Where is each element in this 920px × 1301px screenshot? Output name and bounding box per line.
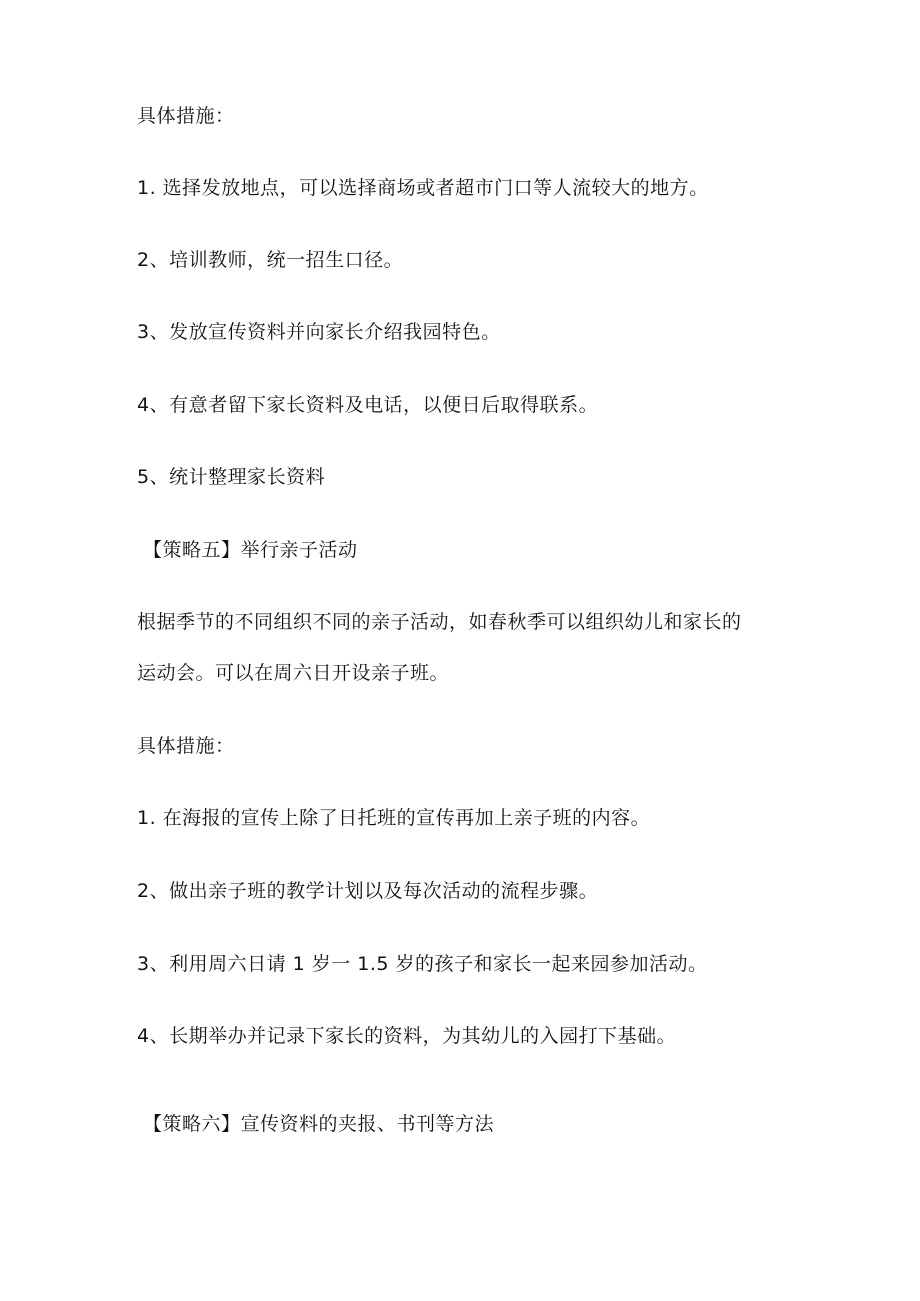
strategy-five-heading: 【策略五】举行亲子活动 [143, 539, 358, 561]
strategy-five-item-3: 3、利用周六日请 1 岁一 1.5 岁的孩子和家长一起来园参加活动。 [137, 953, 708, 975]
strategy-five-description-line-1: 根据季节的不同组织不同的亲子活动，如春秋季可以组织幼儿和家长的 [137, 611, 742, 633]
measure-item-3: 3、发放宣传资料并向家长介绍我园特色。 [137, 321, 501, 343]
measure-item-1: 1. 选择发放地点，可以选择商场或者超市门口等人流较大的地方。 [137, 177, 709, 199]
strategy-five-measures-label: 具体措施： [137, 735, 235, 757]
strategy-five-description-line-2: 运动会。可以在周六日开设亲子班。 [137, 662, 450, 684]
measure-item-2: 2、培训教师，统一招生口径。 [137, 249, 404, 271]
strategy-five-item-1: 1. 在海报的宣传上除了日托班的宣传再加上亲子班的内容。 [137, 807, 651, 829]
measure-item-4: 4、有意者留下家长资料及电话，以便日后取得联系。 [137, 394, 599, 416]
measures-label: 具体措施： [137, 105, 235, 127]
measure-item-5: 5、统计整理家长资料 [137, 466, 326, 488]
strategy-five-item-4: 4、长期举办并记录下家长的资料，为其幼儿的入园打下基础。 [137, 1025, 677, 1047]
strategy-six-heading: 【策略六】宣传资料的夹报、书刊等方法 [143, 1113, 495, 1135]
strategy-five-item-2: 2、做出亲子班的教学计划以及每次活动的流程步骤。 [137, 880, 599, 902]
